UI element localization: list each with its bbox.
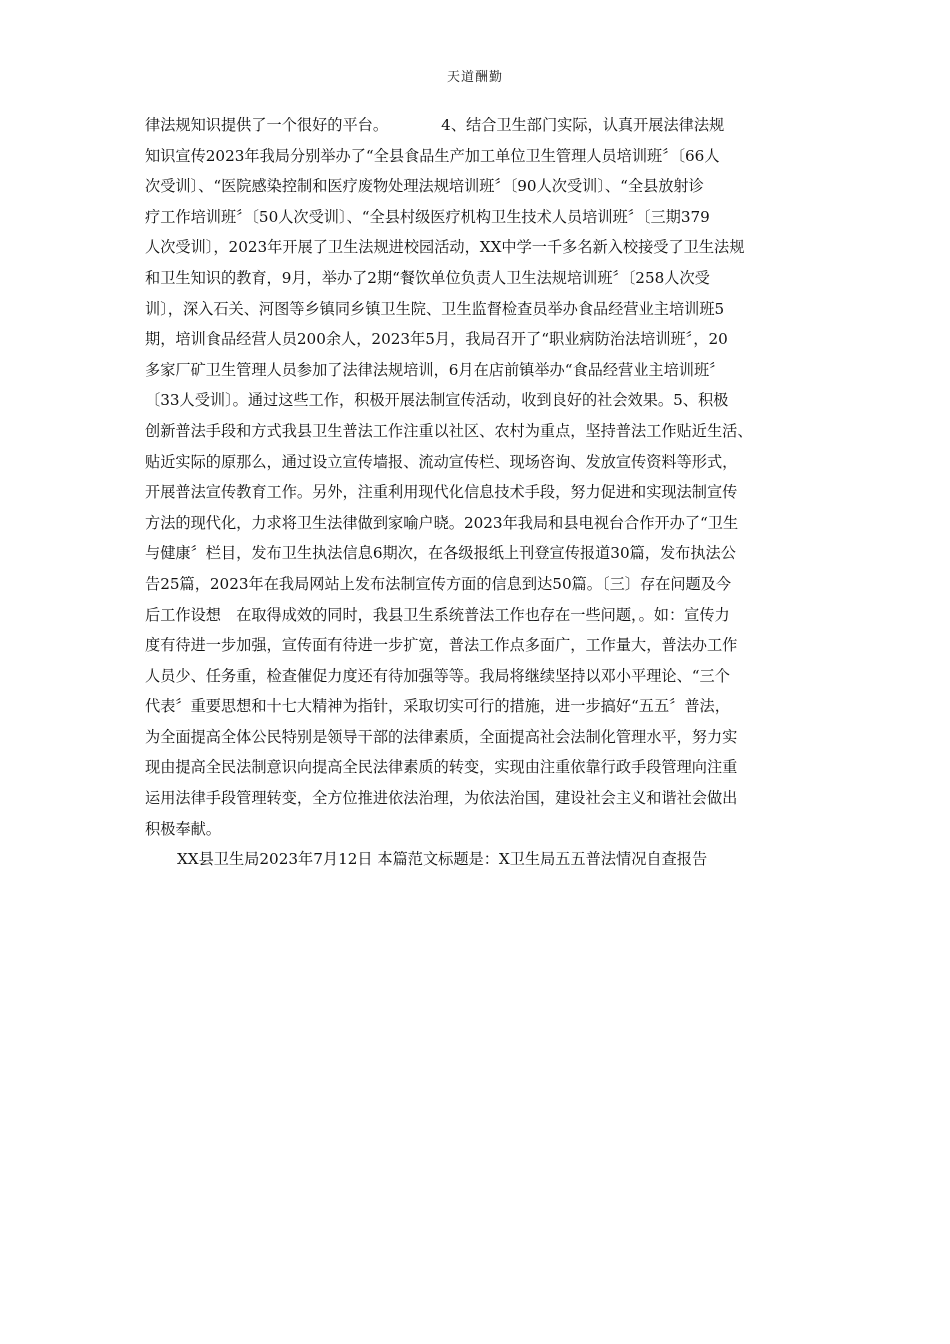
text-line: 〔33人受训〕。通过这些工作，积极开展法制宣传活动，收到良好的社会效果。5、积极: [145, 391, 729, 410]
text-line: 和卫生知识的教育，9月，举办了2期“餐饮单位负责人卫生法规培训班〞〔258人次受: [145, 268, 710, 287]
text-line: 告25篇，2023年在我局网站上发布法制宣传方面的信息到达50篇。〔三〕存在问题及今: [145, 574, 732, 593]
text-line: 度有待进一步加强，宣传面有待进一步扩宽，普法工作点多面广，工作量大，普法办工作: [145, 636, 738, 655]
text-line: 方法的现代化，力求将卫生法律做到家喻户晓。2023年我局和县电视台合作开办了“卫生: [145, 513, 739, 532]
text-line: 训〕，深入石关、河图等乡镇同乡镇卫生院、卫生监督检查员举办食品经营业主培训班5: [145, 299, 725, 318]
text-line: 人次受训〕，2023年开展了卫生法规进校园活动，XX中学一千多名新入校接受了卫生法规: [145, 238, 745, 257]
text-line: 代表〞重要思想和十七大精神为指针，采取切实可行的措施，进一步搞好“五五〞普法，: [145, 697, 730, 716]
text-line: 为全面提高全体公民特别是领导干部的法律素质，全面提高社会法制化管理水平，努力实: [145, 727, 738, 746]
text-line: 创新普法手段和方式我县卫生普法工作注重以社区、农村为重点，坚持普法工作贴近生活、: [145, 421, 753, 440]
text-line: 现由提高全民法制意识向提高全民法律素质的转变，实现由注重依靠行政手段管理向注重: [145, 758, 738, 777]
page-header: 天道酬勤: [446, 70, 503, 85]
text-line: 人员少、任务重，检查催促力度还有待加强等等。我局将继续坚持以邓小平理论、“三个: [145, 666, 730, 685]
text-line: 多家厂矿卫生管理人员参加了法律法规培训，6月在店前镇举办“食品经营业主培训班〞: [145, 360, 725, 379]
text-line: 与健康〞栏目，发布卫生执法信息6期次，在各级报纸上刊登宣传报道30篇，发布执法公: [145, 544, 736, 563]
text-line: 积极奉献。: [145, 819, 221, 838]
document-body: [145, 110, 815, 875]
text-line: 疗工作培训班〞〔50人次受训〕、“全县村级医疗机构卫生技术人员培训班〞〔三期379: [145, 207, 710, 226]
text-line: 运用法律手段管理转变，全方位推进依法治理，为依法治国，建设社会主义和谐社会做出: [145, 789, 738, 808]
text-line: 律法规知识提供了一个很好的平台。 4、结合卫生部门实际，认真开展法律法规: [145, 116, 725, 134]
text-line: 后工作设想 在取得成效的同时，我县卫生系统普法工作也存在一些问题，。如：宣传力: [145, 605, 730, 624]
text-line: 期，培训食品经营人员200余人，2023年5月，我局召开了“职业病防治法培训班〞，20: [145, 330, 728, 349]
closing-line: XX县卫生局2023年7月12日 本篇范文标题是：X卫生局五五普法情况自查报告: [177, 850, 708, 869]
text-line: 贴近实际的原那么，通过设立宣传墙报、流动宣传栏、现场咨询、发放宣传资料等形式，: [145, 452, 738, 471]
text-line: 知识宣传2023年我局分别举办了“全县食品生产加工单位卫生管理人员培训班〞〔66人: [145, 146, 720, 165]
text-line: 次受训〕、“医院感染控制和医疗废物处理法规培训班〞〔90人次受训〕、“全县放射诊: [145, 177, 704, 196]
text-line: 开展普法宣传教育工作。另外，注重利用现代化信息技术手段，努力促进和实现法制宣传: [145, 483, 738, 502]
